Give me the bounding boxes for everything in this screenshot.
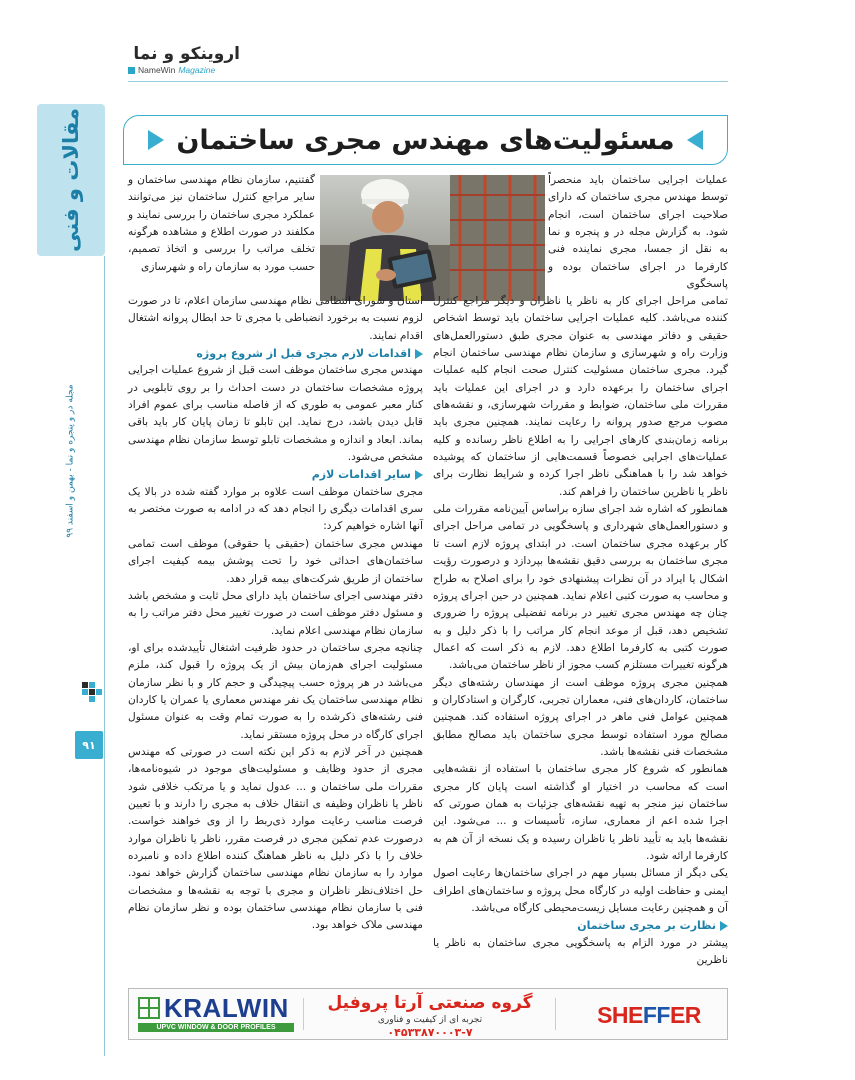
body-paragraph: همانطور که شروع کار مجری ساختمان با استفاده از نقشه‌هایی است که محاسب در اختیار او گذاشته است پایان کار مجری ساختمان نیز منجر به تهیه نقشه‌های جزئیات به همان صورتی که اجرا شده اعم از معماری، سازه، تأسیسات و ... می‌شود. این نقشه‌ها باید به تأیید ناظر یا ناظران رسیده و یک نسخه از آن هم به کارفرما ارائه شود.: [433, 763, 728, 862]
issue-label-wrap: [37, 256, 105, 666]
section-tab-label-wrap: [37, 104, 105, 256]
triangle-bullet-icon: [415, 470, 423, 480]
logo-namewin: NameWin: [138, 65, 176, 75]
logo-magazine: Magazine: [178, 65, 216, 75]
body-paragraph: تمامی مراحل اجرای کار به ناظر یا ناظران و دیگر مراجع کنترل کننده می‌باشد. کلیه عملیات اجرایی ساختمان باید توسط اشخاص حقیقی و دفاتر مهندسی به عنوان مجری طبق دستورالعمل‌های وزارت راه و شهرسازی و سازمان نظام مهندسی ساختمان انجام گیرد. مجری ساختمان مسئولیت کنترل صحت انجام کلیه عملیات اجرای ساختمان را برعهده دارد و در اجرای این عملیات باید مقررات ملی ساختمان، ضوابط و مقررات شهرسازی، و نقشه‌های مصوب مرجع صدور پروانه را رعایت نمایند. همچنین مجری باید برنامه زمان‌بندی کارهای اجرایی را به اطلاع ناظر رسانده و کلیه عملیات‌های اجرایی خصوصاً قسمت‌هایی از ساختمان که پوشیده خواهد شد را با هماهنگی ناظر اجرا کرده و شرایط نظارت برای ناظر یا ناظرین ساختمان را فراهم کند.: [433, 295, 728, 498]
kralwin-brand: KRALWIN: [164, 993, 289, 1023]
logo-english: [128, 65, 240, 75]
triangle-left-icon: [687, 130, 703, 150]
grid-icon: [80, 680, 104, 704]
body-paragraph: مجری ساختمان موظف است علاوه بر موارد گفته شده در بالا یک سری اقدامات دیگری را انجام دهد که در ادامه به صورت مختصر به آنها اشاره خواهیم کرد:: [128, 485, 423, 533]
magazine-logo: [128, 44, 240, 80]
intro-right-text: عملیات اجرایی ساختمان باید منحصراً توسط مهندس مجری ساختمان که دارای صلاحیت اجرای ساختمان است، انجام شود. به گزارش مجله در و پنجره و نما به نقل از جمسا، مجری نماینده فنی کارفرما در اجرای ساختمان بوده و پاسخگوی: [548, 174, 728, 291]
section-heading-text: نظارت بر مجری ساختمان: [577, 919, 716, 933]
body-paragraph: همانطور که اشاره شد اجرای سازه براساس آیین‌نامه مقررات ملی و دستورالعمل‌های شهرداری و پاسخگویی در تمامی مراحل اجرای کار برعهده مجری ساختمان است. در ابتدای پروژه لازم است تا مجری ساختمان به بررسی دقیق نقشه‌ها بپردازد و درصورت رؤیت اشکال یا ایراد در آن نظرات پیشنهادی خود را برای اصلاح به طراح و محاسب به صورت کتبی اعلام نماید. همچنین در حین اجرای پروژه چنان چه مهندس مجری تغییر در برنامه تفضیلی پروژه را ضروری تشخیص دهد، قبل از موعد انجام کار مراتب را با ذکر دلیل و به صورت کتبی به کارفرما اطلاع دهد. لازم به ذکر است که اعمال هرگونه تغییرات مستلزم کسب مجوز از ناظر ساختمان می‌باشد.: [433, 503, 728, 672]
section-tab-label: مقالات و فنی: [59, 108, 83, 252]
right-column: [433, 293, 728, 969]
arta-title: گروه صنعتی آرتا پروفیل: [327, 993, 533, 1013]
arta-tagline: تجربه ای از کیفیت و فناوری: [377, 1015, 483, 1025]
window-frame-icon: [138, 997, 160, 1019]
section-heading: [128, 345, 423, 362]
intro-left: [128, 172, 315, 276]
body-paragraph: همچنین مجری پروژه موظف است از مهندسان رشته‌های دیگر ساختمان، کاردان‌های فنی، معماران تجربی، کارگران و استادکاران و همچنین عوامل فنی ماهر در اجرای پروژه استفاده کند. همچنین مصالح مورد استفاده توسط مجری ساختمان باید مصالح مطابق مشخصات فنی نقشه‌ها باشد.: [433, 676, 728, 758]
body-paragraph: چنانچه مجری ساختمان در حدود ظرفیت اشتغال تأییدشده برای او، مسئولیت اجرای هم‌زمان بیش از یک پروژه را قبول کند، ملزم می‌باشد در هر پروژه حسب پیچیدگی و حجم کار و با نظر سازمان نظام مهندسی ساختمان یک نفر مهندس معماری یا عمران یا کاردان فنی رشته‌های ذکرشده را به صورت تمام وقت به عنوان مسئول اجرای کارگاه در محل پروژه مستقر نماید.: [128, 641, 423, 741]
section-heading-text: اقدامات لازم مجری قبل از شروع پروژه: [196, 347, 411, 361]
ad-divider: [303, 998, 304, 1030]
triangle-bullet-icon: [415, 349, 423, 359]
intro-right: [548, 172, 728, 293]
body-paragraph: یکی دیگر از مسائل بسیار مهم در اجرای ساختمان‌ها رعایت اصول ایمنی و حفاظت اولیه در کارگاه محل پروژه و ساختمان‌های اطراف آن و همچنین رعایت مسایل زیست‌محیطی کارگاه می‌باشد.: [433, 867, 728, 915]
body-paragraph: مهندس مجری ساختمان (حقیقی یا حقوقی) موظف است تمامی ساختمان‌های احداثی خود را تحت پوشش بیمه کیفیت اجرای ساختمان از طریق شرکت‌های بیمه قرار دهد.: [128, 537, 423, 585]
sheffer-part-a: SHE: [597, 1001, 643, 1028]
page-number: ۹۱: [75, 731, 103, 759]
kralwin-logo[interactable]: [138, 994, 294, 1034]
body-paragraph: مهندس مجری ساختمان موظف است قبل از شروع عملیات اجرایی پروژه مشخصات ساختمان در دست احداث را بر روی تابلویی در کنار معبر عمومی به طوری که از فاصله مناسب برای عموم افراد قابل دیدن باشد، درج نماید. این تابلو تا زمان پایان کار باید باقی بماند. ابعاد و اندازه و مشخصات تابلو توسط سازمان نظام مهندسی مشخص می‌شود.: [128, 364, 423, 464]
body-paragraph: پیشتر در مورد الزام به پاسخگویی مجری ساختمان به ناظر یا ناظرین: [433, 936, 728, 967]
intro-left-text: گفتنیم، سازمان نظام مهندسی ساختمان و سایر مراجع کنترل ساختمان نیز می‌توانند عملکرد مجری ساختمان را بررسی نمایند و مکلفند در صورت اطلاع و مشاهده هرگونه تخلف مراتب را بررسی و اتخاذ تصمیم، حسب مورد به سازمان راه و شهرسازی: [128, 174, 315, 273]
kralwin-tagline: UPVC WINDOW & DOOR PROFILES: [138, 1023, 294, 1032]
left-column: [128, 293, 423, 935]
triangle-right-icon: [148, 130, 164, 150]
arta-profile-block: [310, 992, 550, 1039]
triangle-bullet-icon: [720, 921, 728, 931]
title-row: [123, 115, 728, 165]
logo-persian: اروینکو و نما: [133, 44, 240, 64]
sheffer-part-b: FF: [642, 1001, 670, 1028]
sheffer-part-c: ER: [669, 1001, 701, 1028]
engineer-photo: [320, 175, 545, 301]
ad-divider: [555, 998, 556, 1030]
body-paragraph: استان و شورای انتظامی نظام مهندسی سازمان اعلام، تا در صورت لزوم نسبت به برخورد انضباطی با مجری تا حد ابطال پروانه اشتغال اقدام نمایند.: [128, 295, 423, 342]
section-heading: [128, 466, 423, 483]
body-paragraph: همچنین در آخر لازم به ذکر این نکته است در صورتی که مهندس مجری از حدود وظایف و مسئولیت‌های موجود در شیوه‌نامه‌ها، مقررات ملی ساختمان و ... عدول نماید و یا مرتکب خلافی شود ناظر یا ناظران وظیفه ی انتقال خلاف به مجری را دارند و با تعیین فرصت مناسب رعایت موارد ذی‌ربط را از وی خواهند خواست. درصورت عدم تمکین مجری در فرصت مقرر، ناظر یا ناظران موارد خلاف را با ذکر دلیل به ناظر هماهنگ کننده اطلاع داده و نامبرده موارد را به سازمان نظام مهندسی ساختمان گزارش خواهد نمود. حل اختلاف‌نظر ناظران و مجری با توجه به نقشه‌ها و مشخصات فنی با سازمان نظام مهندسی ساختمان بوده و نظر سازمان نظام مهندسی ملاک خواهد بود.: [128, 745, 423, 932]
logo-square-icon: [128, 67, 135, 74]
issue-label: مجله در و پنجره و نما - بهمن و اسفند ۹۹: [66, 384, 77, 538]
masthead-rule: [128, 81, 728, 82]
section-heading-text: سایر اقدامات لازم: [311, 468, 411, 482]
arta-phone[interactable]: ۰۴۵۳۳۸۷۰۰۰۳-۷: [387, 1026, 473, 1039]
sheffer-logo[interactable]: [588, 998, 710, 1032]
article-title: مسئولیت‌های مهندس مجری ساختمان: [176, 124, 675, 156]
body-paragraph: دفتر مهندسی اجرای ساختمان باید دارای محل ثابت و مشخص باشد و مسئول دفتر موظف است در صورت تغییر محل دفتر مراتب را به سازمان نظام مهندسی اعلام نماید.: [128, 589, 423, 637]
section-heading: [433, 917, 728, 934]
